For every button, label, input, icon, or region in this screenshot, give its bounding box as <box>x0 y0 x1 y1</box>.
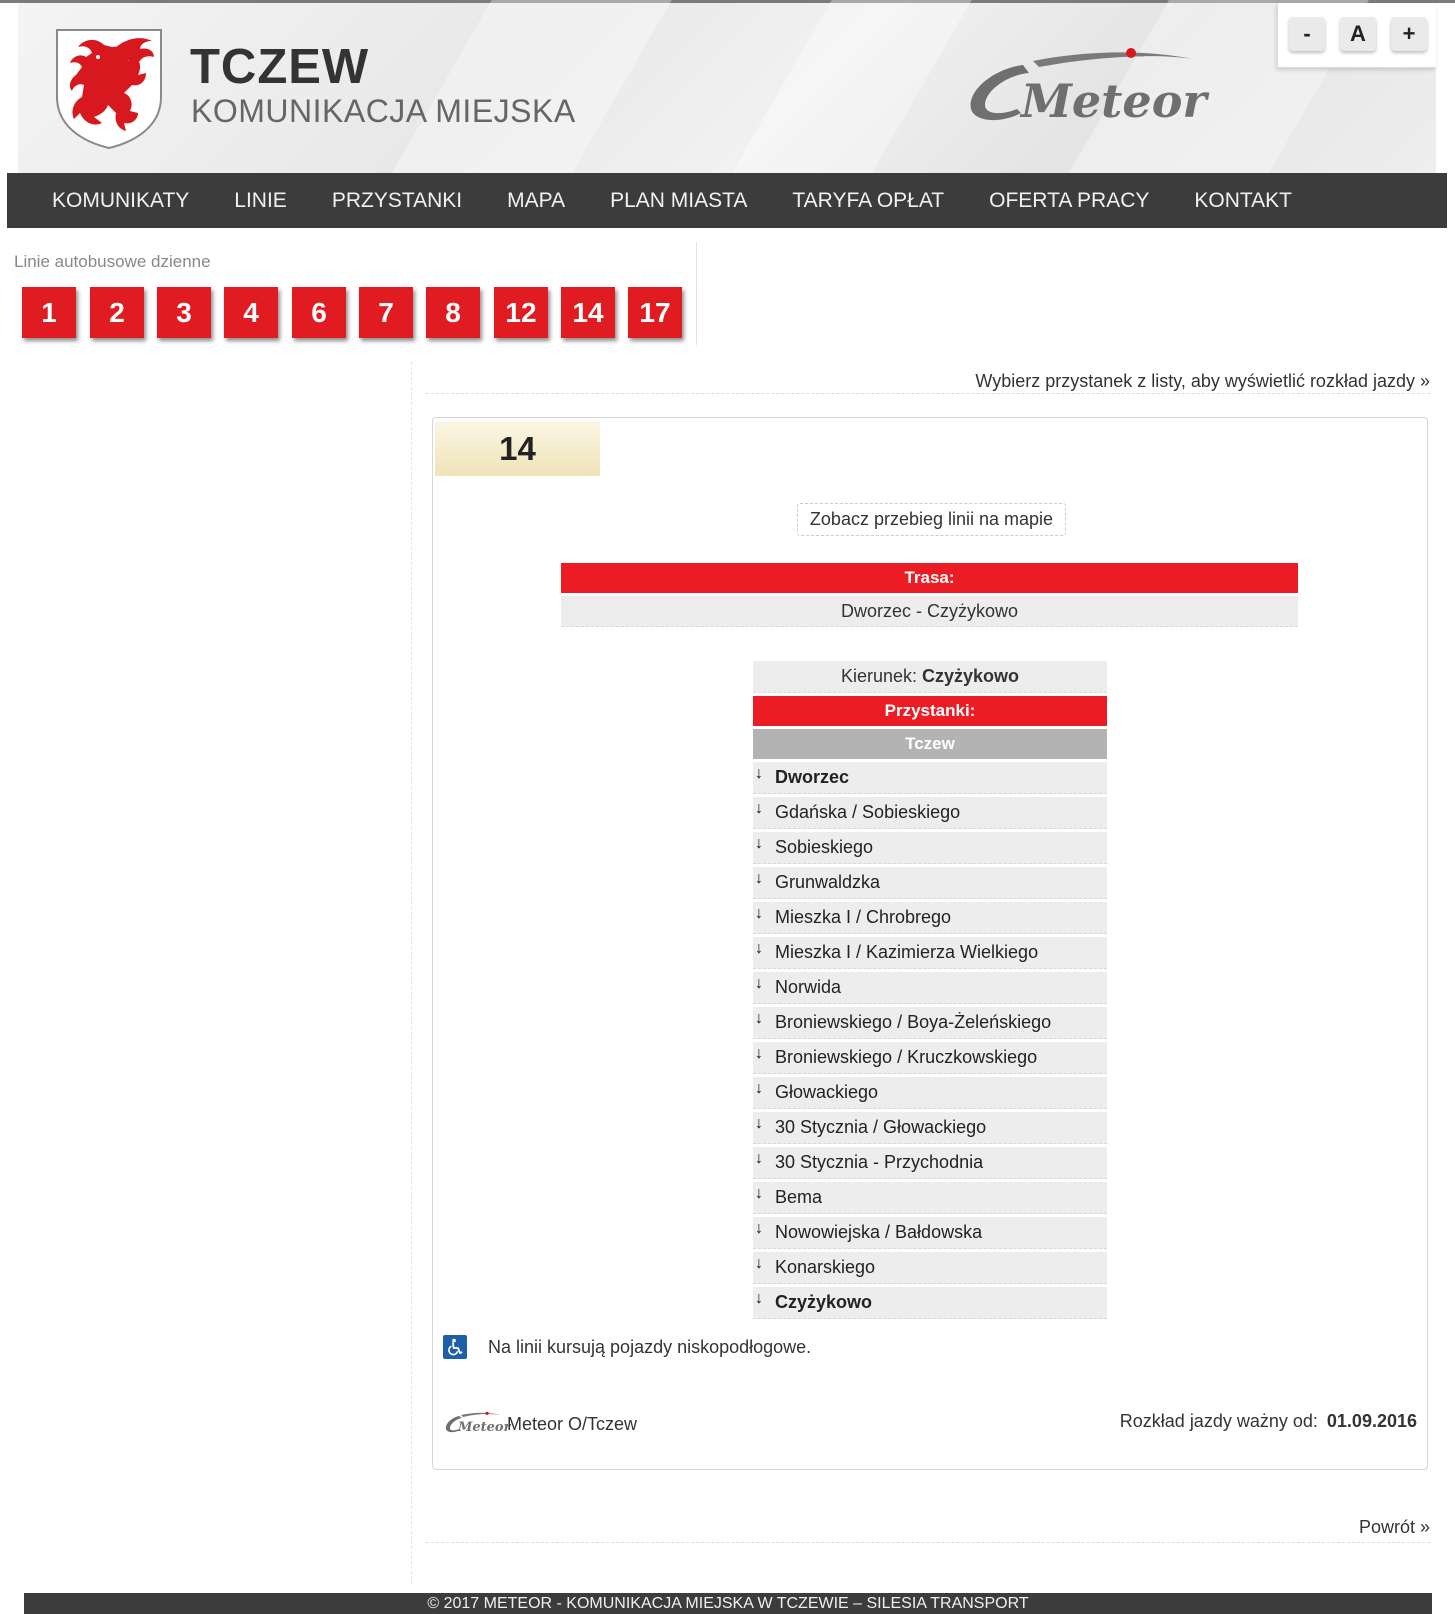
stop-name[interactable]: Sobieskiego <box>775 837 874 857</box>
header-pattern <box>720 0 975 193</box>
arrow-down-icon: ↓ <box>755 974 763 992</box>
stop-name[interactable]: Głowackiego <box>775 1082 879 1102</box>
stop-name[interactable]: Bema <box>775 1187 823 1207</box>
sidebar-divider <box>411 362 412 1584</box>
meteor-logo[interactable] <box>963 43 1213 133</box>
stop-row[interactable] <box>753 1077 1107 1109</box>
meteor-small-logo <box>443 1410 511 1438</box>
stop-row[interactable] <box>753 832 1107 864</box>
line-button-14[interactable]: 14 <box>561 287 615 338</box>
tczew-coat-of-arms-icon[interactable] <box>54 27 164 150</box>
line-button-3[interactable]: 3 <box>157 287 211 338</box>
nav-item-mapa[interactable]: MAPA <box>507 188 566 212</box>
stop-name[interactable]: Broniewskiego / Kruczkowskiego <box>775 1047 1038 1067</box>
line-button-12[interactable]: 12 <box>494 287 548 338</box>
nav-item-plan-miasta[interactable]: PLAN MIASTA <box>610 188 748 212</box>
line-button-4[interactable]: 4 <box>224 287 278 338</box>
font-increase-button[interactable]: + <box>1391 17 1427 51</box>
stop-row[interactable] <box>753 1252 1107 1284</box>
day-lines-label: Linie autobusowe dzienne <box>14 252 211 271</box>
route-map-link[interactable]: Zobacz przebieg linii na mapie <box>797 503 1066 536</box>
nav-item-linie[interactable]: LINIE <box>234 188 287 212</box>
main-navigation <box>7 173 1447 228</box>
arrow-down-icon: ↓ <box>755 939 763 957</box>
line-button-2[interactable]: 2 <box>90 287 144 338</box>
stop-row[interactable] <box>753 902 1107 934</box>
stop-row[interactable] <box>753 867 1107 899</box>
font-decrease-button[interactable]: - <box>1289 17 1325 51</box>
lines-divider <box>696 242 697 345</box>
select-stop-hint-text[interactable]: Wybierz przystanek z listy, aby wyświetlić rozkład jazdy » <box>975 371 1430 391</box>
stop-name[interactable]: 30 Stycznia / Głowackiego <box>775 1117 987 1137</box>
nav-item-komunikaty[interactable]: KOMUNIKATY <box>52 188 190 212</box>
stop-row[interactable] <box>753 1042 1107 1074</box>
line-button-17[interactable]: 17 <box>628 287 682 338</box>
route-value: Dworzec - Czyżykowo <box>561 596 1298 627</box>
stop-row[interactable] <box>753 1287 1107 1319</box>
meteor-small-logo-text: Meteor <box>458 1420 511 1435</box>
nav-item-kontakt[interactable]: KONTAKT <box>1194 188 1293 212</box>
line-button-6[interactable]: 6 <box>292 287 346 338</box>
low-floor-note <box>443 1335 811 1359</box>
stop-name[interactable]: Czyżykowo <box>775 1292 873 1312</box>
stop-row[interactable] <box>753 1112 1107 1144</box>
nav-item-taryfa-oplat[interactable]: TARYFA OPŁAT <box>792 188 945 212</box>
arrow-down-icon: ↓ <box>755 1009 763 1027</box>
valid-from-date: 01.09.2016 <box>1326 1411 1417 1431</box>
font-reset-button[interactable]: A <box>1340 17 1376 51</box>
carrier-info <box>443 1410 637 1438</box>
route-header: Trasa: <box>561 563 1298 593</box>
wheelchair-icon <box>443 1335 467 1359</box>
stop-name[interactable]: Gdańska / Sobieskiego <box>775 802 961 822</box>
nav-item-przystanki[interactable]: PRZYSTANKI <box>331 188 463 212</box>
stops-table <box>753 661 1107 1322</box>
arrow-down-icon: ↓ <box>755 834 763 852</box>
valid-from <box>1120 1411 1417 1432</box>
stop-name[interactable]: Mieszka I / Kazimierza Wielkiego <box>775 942 1039 962</box>
site-footer: © 2017 METEOR - KOMUNIKACJA MIEJSKA W TCZEWIE – SILESIA TRANSPORT <box>24 1593 1432 1614</box>
meteor-logo-text: Meteor <box>1021 74 1207 128</box>
carrier-name: Meteor O/Tczew <box>507 1413 638 1434</box>
font-size-controls <box>1277 3 1436 68</box>
arrow-down-icon: ↓ <box>755 799 763 817</box>
arrow-down-icon: ↓ <box>755 1184 763 1202</box>
site-subtitle: KOMUNIKACJA MIEJSKA <box>191 93 576 129</box>
arrow-down-icon: ↓ <box>755 869 763 887</box>
stop-name[interactable]: Norwida <box>775 977 842 997</box>
arrow-down-icon: ↓ <box>755 1289 763 1307</box>
line-button-7[interactable]: 7 <box>359 287 413 338</box>
stop-name[interactable]: Mieszka I / Chrobrego <box>775 907 952 927</box>
line-button-8[interactable]: 8 <box>426 287 480 338</box>
site-title: TCZEW <box>190 40 370 94</box>
timetable-panel <box>432 417 1428 1470</box>
direction-value: Czyżykowo <box>922 666 1020 686</box>
stop-row[interactable] <box>753 1182 1107 1214</box>
stop-name[interactable]: Nowowiejska / Bałdowska <box>775 1222 983 1242</box>
stop-name[interactable]: Dworzec <box>775 767 850 787</box>
direction-label: Kierunek: <box>840 666 917 686</box>
stop-name[interactable]: Konarskiego <box>775 1257 876 1277</box>
arrow-down-icon: ↓ <box>755 1219 763 1237</box>
stop-row[interactable] <box>753 972 1107 1004</box>
arrow-down-icon: ↓ <box>755 764 763 782</box>
city-header: Tczew <box>753 729 1107 759</box>
arrow-down-icon: ↓ <box>755 1079 763 1097</box>
direction-row <box>753 661 1107 693</box>
stop-row[interactable] <box>753 762 1107 794</box>
arrow-down-icon: ↓ <box>755 1044 763 1062</box>
select-stop-hint <box>426 360 1430 394</box>
stop-list <box>753 762 1107 1319</box>
nav-item-oferta-pracy[interactable]: OFERTA PRACY <box>989 188 1150 212</box>
stop-name[interactable]: Grunwaldzka <box>775 872 881 892</box>
stop-name[interactable]: 30 Stycznia - Przychodnia <box>775 1152 984 1172</box>
stop-row[interactable] <box>753 1007 1107 1039</box>
arrow-down-icon: ↓ <box>755 904 763 922</box>
stops-header: Przystanki: <box>753 696 1107 726</box>
stop-row[interactable] <box>753 937 1107 969</box>
stop-name[interactable]: Broniewskiego / Boya-Żeleńskiego <box>775 1012 1052 1032</box>
arrow-down-icon: ↓ <box>755 1254 763 1272</box>
stop-row[interactable] <box>753 1147 1107 1179</box>
site-header <box>18 3 1436 173</box>
arrow-down-icon: ↓ <box>755 1149 763 1167</box>
stop-row[interactable] <box>753 797 1107 829</box>
line-button-1[interactable]: 1 <box>22 287 76 338</box>
stop-row[interactable] <box>753 1217 1107 1249</box>
low-floor-text: Na linii kursują pojazdy niskopodłogowe. <box>488 1336 812 1357</box>
valid-from-label: Rozkład jazdy ważny od: <box>1119 1411 1318 1431</box>
back-link[interactable]: Powrót » <box>426 1510 1430 1543</box>
arrow-down-icon: ↓ <box>755 1114 763 1132</box>
line-number: 14 <box>435 422 600 476</box>
